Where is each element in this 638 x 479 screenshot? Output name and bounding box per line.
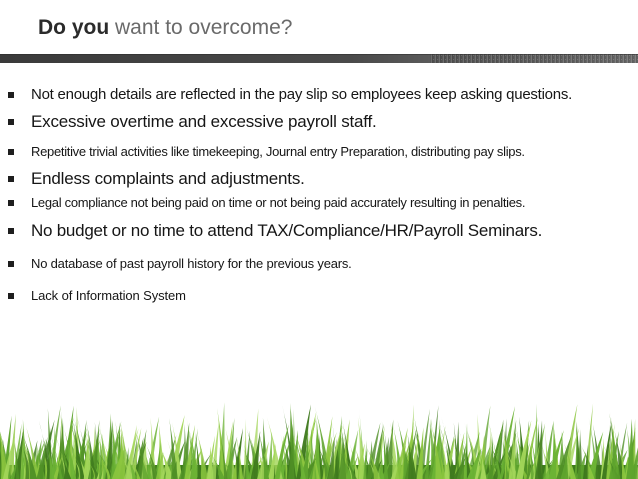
list-item	[8, 195, 525, 210]
list-item	[8, 86, 572, 103]
list-item-text: Repetitive trivial activities like timekeeping, Journal entry Preparation, distributing pay slips.	[31, 144, 525, 159]
square-bullet-icon	[8, 200, 14, 206]
list-item	[8, 256, 352, 271]
square-bullet-icon	[8, 261, 14, 267]
list-item-text: Lack of Information System	[31, 288, 186, 303]
square-bullet-icon	[8, 228, 14, 234]
list-item	[8, 112, 377, 132]
list-item-text: No database of past payroll history for the previous years.	[31, 256, 352, 271]
title-rest: want to overcome?	[109, 16, 293, 39]
list-item	[8, 169, 305, 189]
square-bullet-icon	[8, 92, 14, 98]
list-item	[8, 144, 525, 159]
title-lead: Do you	[38, 16, 110, 39]
list-item-text: Not enough details are reflected in the pay slip so employees keep asking questions.	[31, 86, 573, 103]
square-bullet-icon	[8, 119, 14, 125]
list-item	[8, 221, 542, 241]
list-item-text: Legal compliance not being paid on time or not being paid accurately resulting in penalties.	[31, 195, 526, 210]
square-bullet-icon	[8, 176, 14, 182]
list-item	[8, 288, 186, 303]
square-bullet-icon	[8, 149, 14, 155]
list-item-text: Excessive overtime and excessive payroll staff.	[31, 112, 377, 131]
square-bullet-icon	[8, 293, 14, 299]
list-item-text: No budget or no time to attend TAX/Compliance/HR/Payroll Seminars.	[31, 221, 543, 240]
grass-border	[0, 398, 638, 479]
list-item-text: Endless complaints and adjustments.	[31, 169, 305, 188]
